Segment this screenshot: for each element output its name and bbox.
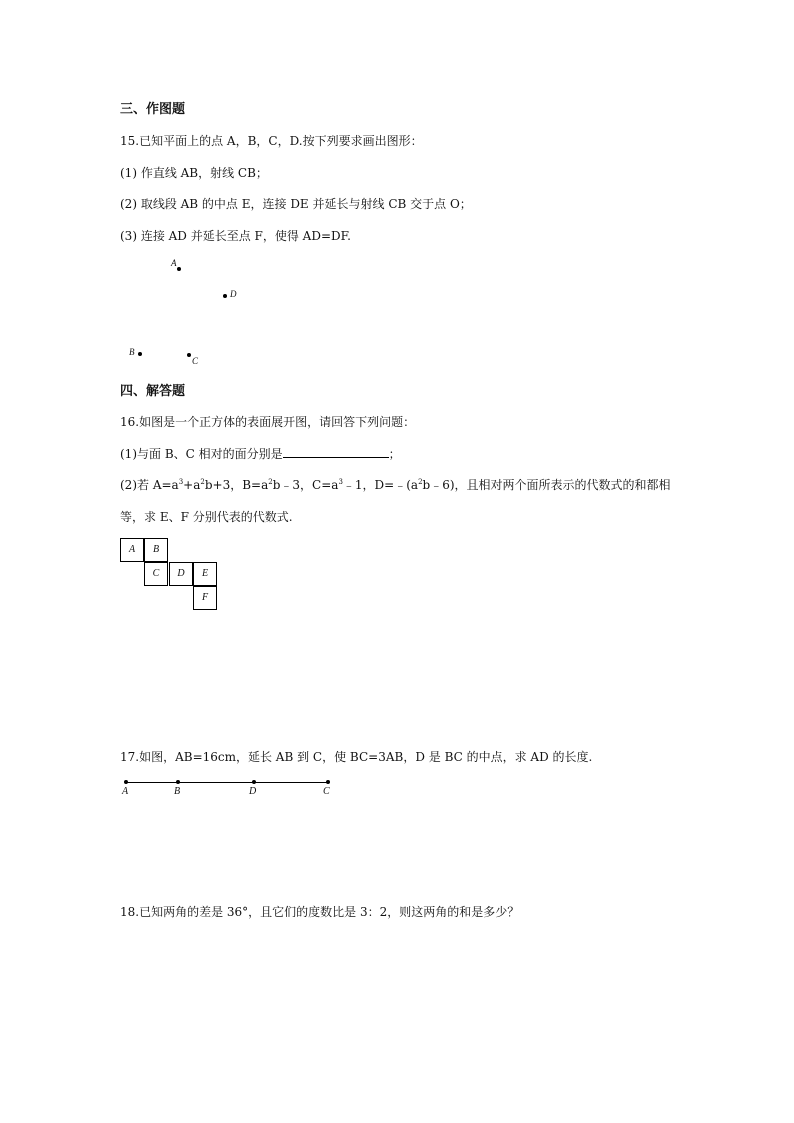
point-a-dot (177, 267, 181, 271)
net-face-b: B (144, 538, 168, 562)
point-d-label: D (230, 289, 237, 299)
net-face-e: E (193, 562, 217, 586)
point-d-dot (223, 294, 227, 298)
net-face-f: F (193, 586, 217, 610)
point-a-label: A (171, 258, 177, 268)
q18-stem: 18.已知两角的差是 36°，且它们的度数比是 3：2，则这两角的和是多少？ (120, 905, 520, 919)
net-face-a: A (120, 538, 144, 562)
point-d-label: D (249, 786, 257, 797)
point-b-dot (176, 780, 180, 784)
net-face-d: D (169, 562, 193, 586)
point-c-dot (326, 780, 330, 784)
point-d-dot (252, 780, 256, 784)
point-b-label: B (174, 786, 181, 797)
q16-expr-sup: 2 (268, 478, 273, 486)
q16-stem: 16.如图是一个正方体的表面展开图，请回答下列问题： (120, 415, 416, 429)
q16-expr-seg: b+3，B=a (204, 478, 269, 492)
point-a-label: A (122, 786, 129, 797)
point-b-dot (138, 352, 142, 356)
q16-part-1-text: (1)与面 B、C 相对的面分别是 (120, 447, 283, 461)
point-c-label: C (192, 356, 199, 366)
point-a-dot (124, 780, 128, 784)
q15-item-1: (1) 作直线 AB，射线 CB； (120, 166, 268, 180)
q16-part-2-line-2: 等，求 E、F 分别代表的代数式. (120, 510, 293, 524)
q16-part-1-end: ； (388, 447, 401, 461)
q16-expr-seg: b﹣6)，且相对两个面所表示的代数式的和都相 (422, 478, 671, 492)
q16-expr-sup: 3 (338, 478, 343, 486)
section-3-heading: 三、作图题 (120, 102, 186, 117)
answer-blank[interactable] (283, 446, 389, 458)
section-4-heading: 四、解答题 (120, 384, 186, 399)
q16-part-1 (120, 446, 401, 461)
q16-part-2 (120, 478, 671, 492)
q17-stem: 17.如图，AB=16cm，延长 AB 到 C，使 BC=3AB，D 是 BC 的中点，求 AD 的长度. (120, 750, 593, 764)
q16-expr-sup: 3 (178, 478, 184, 486)
q15-item-3: (3) 连接 AD 并延长至点 F，使得 AD=DF. (120, 229, 351, 243)
segment-ac (126, 782, 329, 783)
net-face-c: C (144, 562, 168, 586)
q16-expr-seg: (2)若 A=a (120, 478, 179, 492)
q16-expr-seg: ﹣1，D=﹣(a (342, 478, 419, 492)
point-c-label: C (323, 786, 330, 797)
q16-expr-sup: 2 (200, 478, 205, 486)
q16-expr-sup: 2 (418, 478, 423, 486)
point-b-label: B (129, 347, 135, 357)
q15-item-2: (2) 取线段 AB 的中点 E，连接 DE 并延长与射线 CB 交于点 O； (120, 197, 472, 211)
q16-expr-seg: +a (183, 478, 201, 492)
q16-expr-seg: b﹣3，C=a (272, 478, 339, 492)
q15-stem: 15.已知平面上的点 A，B，C，D.按下列要求画出图形： (120, 134, 423, 148)
point-c-dot (187, 353, 191, 357)
